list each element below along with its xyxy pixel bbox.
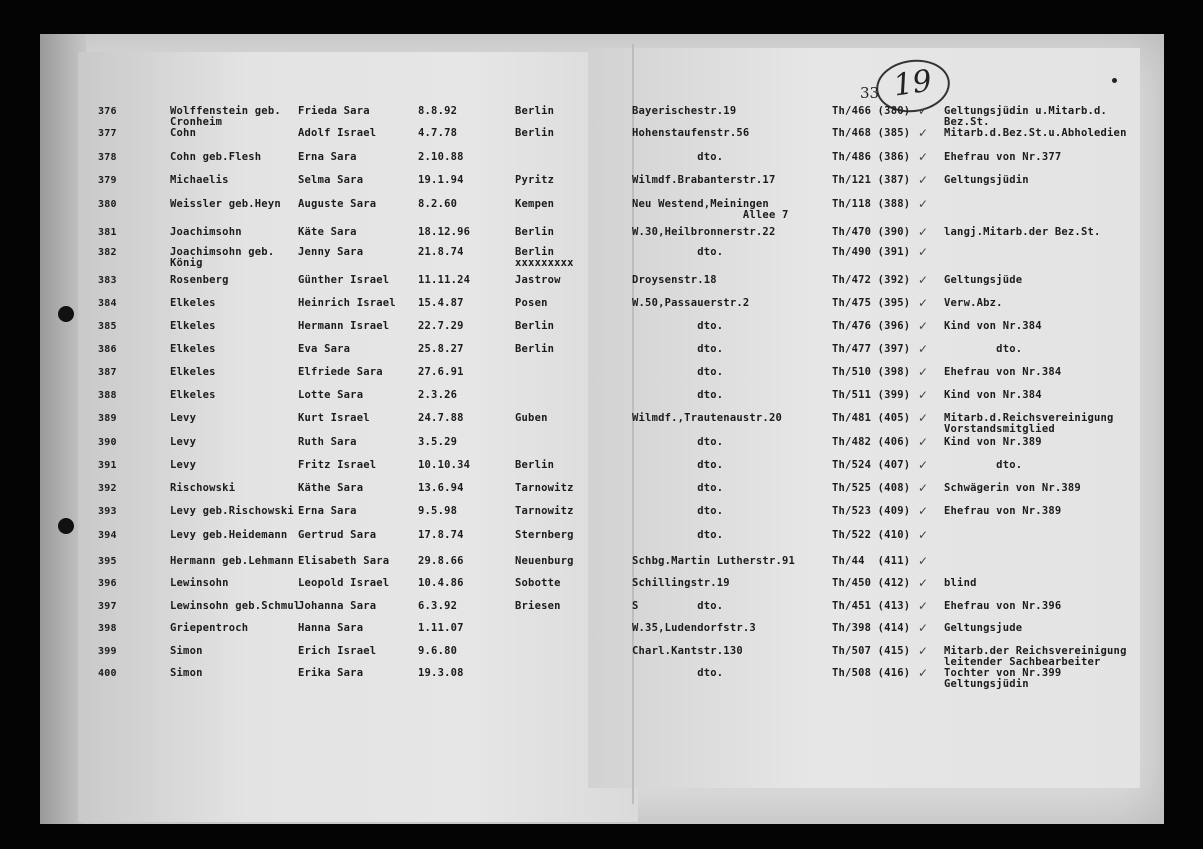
cell-addr: dto. bbox=[632, 667, 724, 679]
cell-first: Käthe Sara bbox=[298, 482, 364, 494]
cell-num: 389 bbox=[98, 413, 117, 424]
cell-name: Wolffenstein geb. Cronheim bbox=[170, 105, 281, 128]
cell-first: Frieda Sara bbox=[298, 105, 370, 117]
cell-ref: Th/482 (406) bbox=[832, 436, 911, 448]
table-row bbox=[0, 556, 1203, 578]
cell-check: ✓ bbox=[918, 126, 929, 140]
table-row bbox=[0, 321, 1203, 343]
cell-date: 4.7.78 bbox=[418, 127, 458, 139]
cell-first: Auguste Sara bbox=[298, 198, 377, 210]
cell-check: ✓ bbox=[918, 554, 929, 568]
table-row bbox=[0, 623, 1203, 645]
cell-first: Leopold Israel bbox=[298, 577, 390, 589]
cell-name: Levy bbox=[170, 459, 197, 471]
table-row bbox=[0, 152, 1203, 174]
cell-name: Lewinsohn bbox=[170, 577, 229, 589]
cell-check: ✓ bbox=[918, 435, 929, 449]
cell-ref: Th/44 (411) bbox=[832, 555, 911, 567]
cell-name: Joachimsohn bbox=[170, 226, 242, 238]
cell-addr: Droysenstr.18 bbox=[632, 274, 717, 286]
cell-check: ✓ bbox=[918, 225, 929, 239]
cell-num: 384 bbox=[98, 298, 117, 309]
cell-ref: Th/524 (407) bbox=[832, 459, 911, 471]
cell-first: Erna Sara bbox=[298, 151, 357, 163]
cell-addr: Hohenstaufenstr.56 bbox=[632, 127, 750, 139]
cell-note: Geltungsjüdin u.Mitarb.d. Bez.St. bbox=[944, 105, 1108, 128]
cell-note: Kind von Nr.384 bbox=[944, 320, 1042, 332]
cell-check: ✓ bbox=[918, 528, 929, 542]
cell-note: Kind von Nr.384 bbox=[944, 389, 1042, 401]
cell-check: ✓ bbox=[918, 342, 929, 356]
cell-name: Elkeles bbox=[170, 366, 216, 378]
cell-addr: Schillingstr.19 bbox=[632, 577, 730, 589]
cell-date: 8.8.92 bbox=[418, 105, 458, 117]
cell-addr: Schbg.Martin Lutherstr.91 bbox=[632, 555, 796, 567]
cell-date: 29.8.66 bbox=[418, 555, 464, 567]
ink-dot bbox=[1112, 78, 1117, 83]
cell-first: Günther Israel bbox=[298, 274, 390, 286]
cell-addr: dto. bbox=[632, 343, 724, 355]
table-row bbox=[0, 530, 1203, 552]
table-row bbox=[0, 506, 1203, 528]
cell-note: Kind von Nr.389 bbox=[944, 436, 1042, 448]
cell-check: ✓ bbox=[918, 666, 929, 680]
cell-num: 395 bbox=[98, 556, 117, 567]
cell-note: Geltungsjude bbox=[944, 622, 1023, 634]
cell-name: Elkeles bbox=[170, 297, 216, 309]
cell-date: 11.11.24 bbox=[418, 274, 471, 286]
cell-ref: Th/523 (409) bbox=[832, 505, 911, 517]
table-row bbox=[0, 275, 1203, 297]
cell-addr: W.35,Ludendorfstr.3 bbox=[632, 622, 756, 634]
cell-name: Levy geb.Heidemann bbox=[170, 529, 288, 541]
cell-num: 378 bbox=[98, 152, 117, 163]
cell-name: Rischowski bbox=[170, 482, 236, 494]
cell-name: Griepentroch bbox=[170, 622, 249, 634]
cell-num: 399 bbox=[98, 646, 117, 657]
cell-name: Weissler geb.Heyn bbox=[170, 198, 281, 210]
cell-addr: dto. bbox=[632, 436, 724, 448]
cell-name: Simon bbox=[170, 667, 203, 679]
cell-city: Sternberg bbox=[515, 529, 574, 541]
cell-num: 386 bbox=[98, 344, 117, 355]
cell-note: Ehefrau von Nr.389 bbox=[944, 505, 1062, 517]
cell-ref: Th/507 (415) bbox=[832, 645, 911, 657]
cell-city: Briesen bbox=[515, 600, 561, 612]
cell-ref: Th/510 (398) bbox=[832, 366, 911, 378]
cell-note: Verw.Abz. bbox=[944, 297, 1003, 309]
page-number: 33 bbox=[860, 84, 880, 102]
cell-date: 19.3.08 bbox=[418, 667, 464, 679]
cell-addr: dto. bbox=[632, 505, 724, 517]
table-row bbox=[0, 460, 1203, 482]
cell-name: Hermann geb.Lehmann bbox=[170, 555, 294, 567]
cell-date: 18.12.96 bbox=[418, 226, 471, 238]
cell-city: Tarnowitz bbox=[515, 482, 574, 494]
cell-ref: Th/486 (386) bbox=[832, 151, 911, 163]
table-row bbox=[0, 344, 1203, 366]
cell-name: Michaelis bbox=[170, 174, 229, 186]
cell-date: 13.6.94 bbox=[418, 482, 464, 494]
cell-name: Cohn bbox=[170, 127, 197, 139]
cell-num: 397 bbox=[98, 601, 117, 612]
cell-city: Berlin bbox=[515, 343, 555, 355]
cell-ref: Th/468 (385) bbox=[832, 127, 911, 139]
cell-city: Pyritz bbox=[515, 174, 555, 186]
cell-name: Elkeles bbox=[170, 389, 216, 401]
cell-num: 382 bbox=[98, 247, 117, 258]
cell-date: 1.11.07 bbox=[418, 622, 464, 634]
cell-ref: Th/511 (399) bbox=[832, 389, 911, 401]
cell-date: 10.4.86 bbox=[418, 577, 464, 589]
cell-note: Geltungsjüdin bbox=[944, 174, 1029, 186]
cell-city: Jastrow bbox=[515, 274, 561, 286]
table-row bbox=[0, 199, 1203, 221]
cell-name: Simon bbox=[170, 645, 203, 657]
cell-addr: S dto. bbox=[632, 600, 724, 612]
cell-name: Rosenberg bbox=[170, 274, 229, 286]
cell-date: 10.10.34 bbox=[418, 459, 471, 471]
cell-note: dto. bbox=[944, 459, 1023, 471]
cell-first: Hermann Israel bbox=[298, 320, 390, 332]
cell-note: Tochter von Nr.399 Geltungsjüdin bbox=[944, 667, 1062, 690]
cell-note: blind bbox=[944, 577, 977, 589]
cell-note: dto. bbox=[944, 343, 1023, 355]
cell-num: 381 bbox=[98, 227, 117, 238]
table-row bbox=[0, 106, 1203, 128]
cell-note: Mitarb.d.Reichsvereinigung Vorstandsmitglied bbox=[944, 412, 1114, 435]
cell-ref: Th/398 (414) bbox=[832, 622, 911, 634]
table-row bbox=[0, 298, 1203, 320]
cell-addr: dto. bbox=[632, 482, 724, 494]
cell-city: Berlin bbox=[515, 459, 555, 471]
table-row bbox=[0, 483, 1203, 505]
cell-ref: Th/475 (395) bbox=[832, 297, 911, 309]
cell-addr: Wilmdf.Brabanterstr.17 bbox=[632, 174, 776, 186]
cell-addr: dto. bbox=[632, 320, 724, 332]
cell-check: ✓ bbox=[918, 481, 929, 495]
cell-note: Geltungsjüde bbox=[944, 274, 1023, 286]
cell-num: 376 bbox=[98, 106, 117, 117]
cell-date: 25.8.27 bbox=[418, 343, 464, 355]
cell-num: 398 bbox=[98, 623, 117, 634]
cell-city: Berlin bbox=[515, 226, 555, 238]
table-row bbox=[0, 367, 1203, 389]
cell-first: Elisabeth Sara bbox=[298, 555, 390, 567]
cell-first: Erna Sara bbox=[298, 505, 357, 517]
cell-name: Levy bbox=[170, 436, 197, 448]
cell-check: ✓ bbox=[918, 173, 929, 187]
cell-first: Fritz Israel bbox=[298, 459, 377, 471]
cell-note: langj.Mitarb.der Bez.St. bbox=[944, 226, 1101, 238]
cell-first: Elfriede Sara bbox=[298, 366, 383, 378]
cell-ref: Th/476 (396) bbox=[832, 320, 911, 332]
cell-name: Joachimsohn geb. König bbox=[170, 246, 275, 269]
cell-note: Ehefrau von Nr.396 bbox=[944, 600, 1062, 612]
cell-first: Hanna Sara bbox=[298, 622, 364, 634]
cell-city: Kempen bbox=[515, 198, 555, 210]
cell-addr: dto. bbox=[632, 389, 724, 401]
cell-addr: Bayerischestr.19 bbox=[632, 105, 737, 117]
cell-first: Lotte Sara bbox=[298, 389, 364, 401]
cell-date: 21.8.74 bbox=[418, 246, 464, 258]
cell-city: Berlin bbox=[515, 105, 555, 117]
cell-date: 9.6.80 bbox=[418, 645, 458, 657]
table-row bbox=[0, 578, 1203, 600]
cell-first: Ruth Sara bbox=[298, 436, 357, 448]
cell-ref: Th/522 (410) bbox=[832, 529, 911, 541]
table-row bbox=[0, 247, 1203, 269]
cell-first: Erich Israel bbox=[298, 645, 377, 657]
cell-first: Adolf Israel bbox=[298, 127, 377, 139]
cell-check: ✓ bbox=[918, 319, 929, 333]
cell-note: Mitarb.d.Bez.St.u.Abholedien bbox=[944, 127, 1127, 139]
cell-addr: dto. bbox=[632, 529, 724, 541]
cell-date: 2.3.26 bbox=[418, 389, 458, 401]
cell-num: 385 bbox=[98, 321, 117, 332]
cell-check: ✓ bbox=[918, 273, 929, 287]
cell-first: Gertrud Sara bbox=[298, 529, 377, 541]
cell-ref: Th/118 (388) bbox=[832, 198, 911, 210]
cell-first: Käte Sara bbox=[298, 226, 357, 238]
cell-check: ✓ bbox=[918, 576, 929, 590]
cell-ref: Th/508 (416) bbox=[832, 667, 911, 679]
table-row bbox=[0, 437, 1203, 459]
cell-check: ✓ bbox=[918, 621, 929, 635]
cell-first: Jenny Sara bbox=[298, 246, 364, 258]
cell-date: 15.4.87 bbox=[418, 297, 464, 309]
cell-addr: W.50,Passauerstr.2 bbox=[632, 297, 750, 309]
cell-city: Neuenburg bbox=[515, 555, 574, 567]
cell-addr: dto. bbox=[632, 366, 724, 378]
cell-date: 22.7.29 bbox=[418, 320, 464, 332]
cell-addr: dto. bbox=[632, 459, 724, 471]
cell-name: Elkeles bbox=[170, 320, 216, 332]
cell-first: Eva Sara bbox=[298, 343, 351, 355]
cell-date: 17.8.74 bbox=[418, 529, 464, 541]
cell-num: 377 bbox=[98, 128, 117, 139]
cell-check: ✓ bbox=[918, 365, 929, 379]
cell-city: Berlin xxxxxxxxx bbox=[515, 246, 574, 269]
cell-addr: W.30,Heilbronnerstr.22 bbox=[632, 226, 776, 238]
cell-first: Heinrich Israel bbox=[298, 297, 396, 309]
cell-date: 2.10.88 bbox=[418, 151, 464, 163]
cell-check: ✓ bbox=[918, 245, 929, 259]
cell-city: Sobotte bbox=[515, 577, 561, 589]
cell-addr: Wilmdf.,Trautenaustr.20 bbox=[632, 412, 782, 424]
cell-date: 27.6.91 bbox=[418, 366, 464, 378]
cell-num: 392 bbox=[98, 483, 117, 494]
cell-ref: Th/477 (397) bbox=[832, 343, 911, 355]
cell-num: 391 bbox=[98, 460, 117, 471]
cell-check: ✓ bbox=[918, 104, 929, 118]
cell-check: ✓ bbox=[918, 504, 929, 518]
cell-date: 19.1.94 bbox=[418, 174, 464, 186]
cell-addr: Neu Westend,Meiningen Allee 7 bbox=[632, 198, 789, 221]
table-row bbox=[0, 128, 1203, 150]
cell-num: 383 bbox=[98, 275, 117, 286]
cell-check: ✓ bbox=[918, 411, 929, 425]
cell-date: 6.3.92 bbox=[418, 600, 458, 612]
cell-ref: Th/451 (413) bbox=[832, 600, 911, 612]
cell-addr: dto. bbox=[632, 246, 724, 258]
cell-name: Cohn geb.Flesh bbox=[170, 151, 262, 163]
cell-name: Levy bbox=[170, 412, 197, 424]
cell-date: 3.5.29 bbox=[418, 436, 458, 448]
cell-num: 394 bbox=[98, 530, 117, 541]
cell-check: ✓ bbox=[918, 388, 929, 402]
cell-city: Berlin bbox=[515, 320, 555, 332]
cell-date: 9.5.98 bbox=[418, 505, 458, 517]
cell-addr: dto. bbox=[632, 151, 724, 163]
cell-name: Levy geb.Rischowski bbox=[170, 505, 294, 517]
cell-ref: Th/121 (387) bbox=[832, 174, 911, 186]
table-row bbox=[0, 413, 1203, 435]
cell-city: Berlin bbox=[515, 127, 555, 139]
table-row bbox=[0, 668, 1203, 690]
cell-note: Ehefrau von Nr.384 bbox=[944, 366, 1062, 378]
cell-num: 388 bbox=[98, 390, 117, 401]
cell-check: ✓ bbox=[918, 296, 929, 310]
cell-first: Erika Sara bbox=[298, 667, 364, 679]
cell-num: 387 bbox=[98, 367, 117, 378]
cell-check: ✓ bbox=[918, 644, 929, 658]
cell-ref: Th/470 (390) bbox=[832, 226, 911, 238]
cell-num: 380 bbox=[98, 199, 117, 210]
cell-city: Tarnowitz bbox=[515, 505, 574, 517]
cell-ref: Th/490 (391) bbox=[832, 246, 911, 258]
cell-note: Mitarb.der Reichsvereinigung leitender Sachbearbeiter bbox=[944, 645, 1127, 668]
folio-stamp: 19 bbox=[873, 55, 954, 117]
cell-note: Ehefrau von Nr.377 bbox=[944, 151, 1062, 163]
cell-first: Johanna Sara bbox=[298, 600, 377, 612]
cell-city: Posen bbox=[515, 297, 548, 309]
cell-num: 393 bbox=[98, 506, 117, 517]
cell-first: Selma Sara bbox=[298, 174, 364, 186]
cell-note: Schwägerin von Nr.389 bbox=[944, 482, 1081, 494]
cell-num: 390 bbox=[98, 437, 117, 448]
table-row bbox=[0, 601, 1203, 623]
cell-ref: Th/472 (392) bbox=[832, 274, 911, 286]
cell-name: Lewinsohn geb.Schmul bbox=[170, 600, 301, 612]
cell-ref: Th/466 (380) bbox=[832, 105, 911, 117]
cell-num: 396 bbox=[98, 578, 117, 589]
cell-date: 8.2.60 bbox=[418, 198, 458, 210]
cell-ref: Th/450 (412) bbox=[832, 577, 911, 589]
cell-ref: Th/525 (408) bbox=[832, 482, 911, 494]
table-row bbox=[0, 390, 1203, 412]
table-row bbox=[0, 175, 1203, 197]
cell-addr: Charl.Kantstr.130 bbox=[632, 645, 743, 657]
cell-check: ✓ bbox=[918, 599, 929, 613]
cell-first: Kurt Israel bbox=[298, 412, 370, 424]
table-row bbox=[0, 646, 1203, 668]
cell-num: 400 bbox=[98, 668, 117, 679]
cell-check: ✓ bbox=[918, 197, 929, 211]
cell-name: Elkeles bbox=[170, 343, 216, 355]
cell-city: Guben bbox=[515, 412, 548, 424]
cell-num: 379 bbox=[98, 175, 117, 186]
cell-date: 24.7.88 bbox=[418, 412, 464, 424]
cell-ref: Th/481 (405) bbox=[832, 412, 911, 424]
cell-check: ✓ bbox=[918, 458, 929, 472]
cell-check: ✓ bbox=[918, 150, 929, 164]
